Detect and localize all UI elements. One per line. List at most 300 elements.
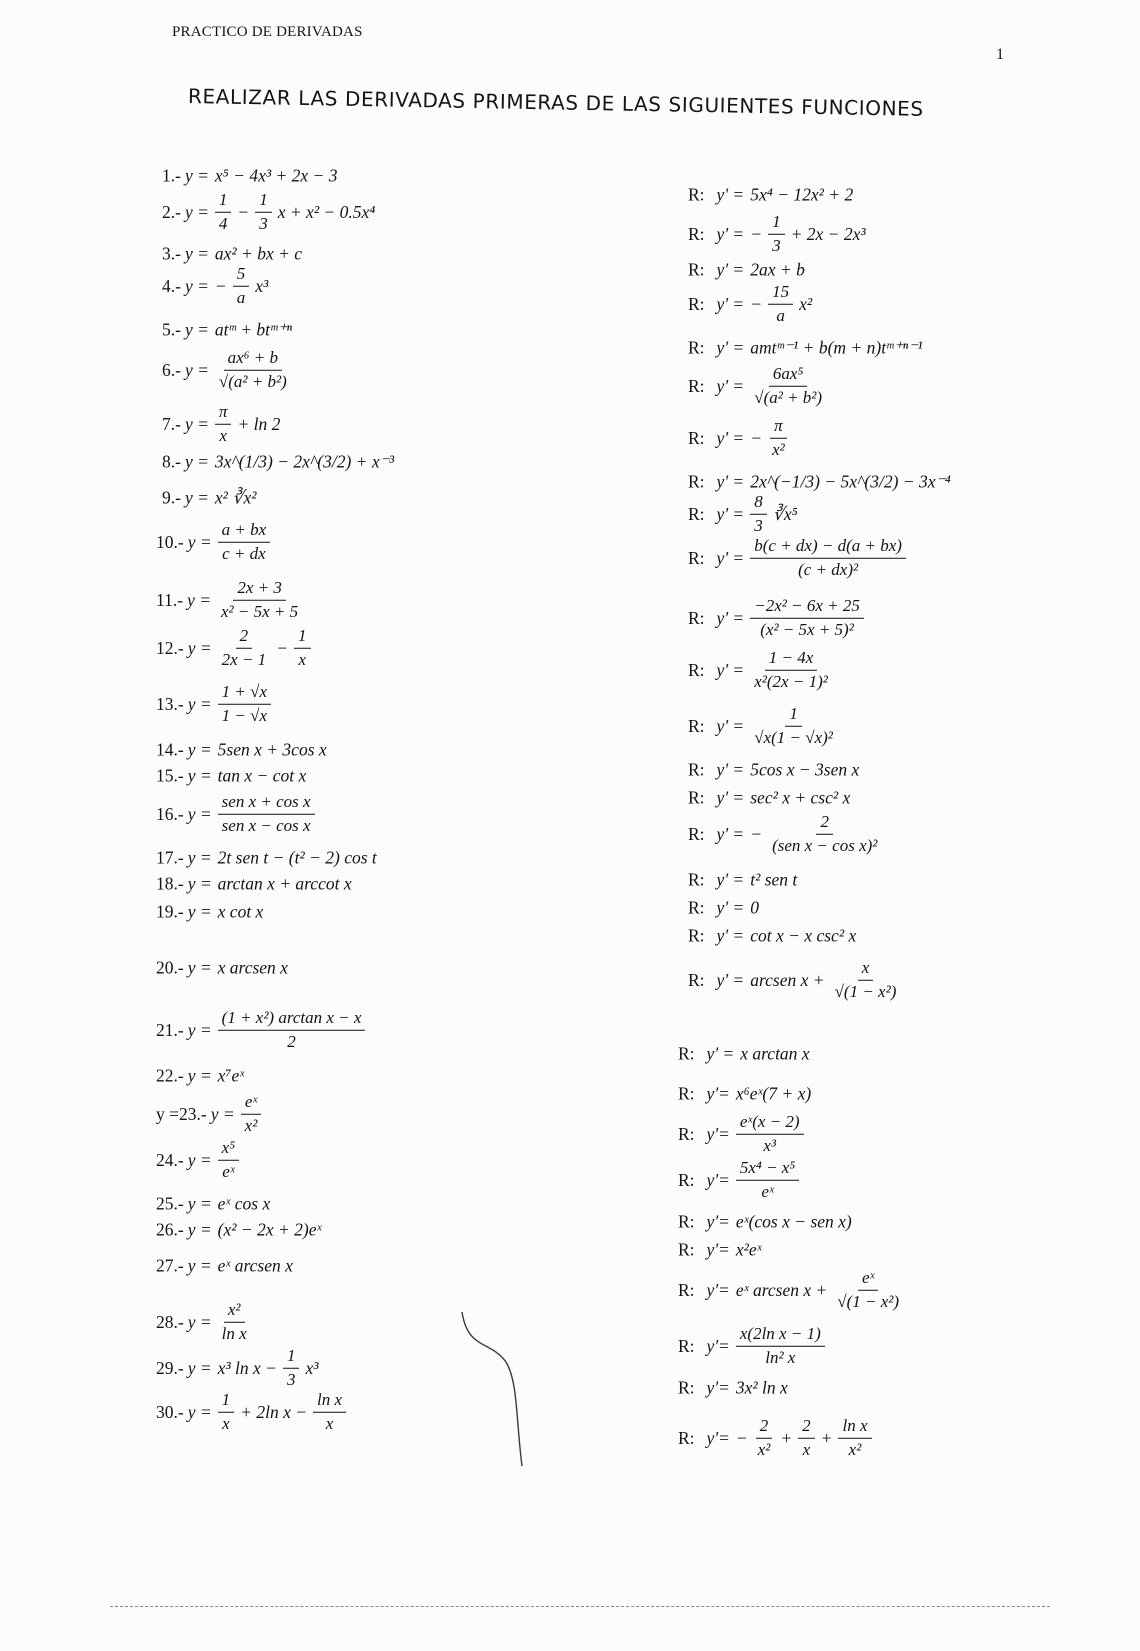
- expr-text: amtᵐ⁻¹ + b(m + n)tᵐ⁺ⁿ⁻¹: [750, 337, 923, 358]
- lhs-text: y' =: [716, 715, 745, 736]
- answer-row: [688, 648, 832, 692]
- exercise-row: [156, 1256, 293, 1277]
- exercise-row: [156, 1066, 244, 1087]
- expr-fraction: [750, 536, 906, 580]
- expr-denominator: x: [222, 1413, 230, 1433]
- expr-fraction: [750, 704, 837, 748]
- expr-fraction: [736, 1112, 804, 1156]
- answer-label: R:: [678, 1279, 695, 1300]
- lhs-text: y =: [187, 589, 212, 610]
- expr-text: 5sen x + 3cos x: [217, 739, 327, 760]
- answer-row: [688, 788, 850, 809]
- operator-text: −: [276, 637, 288, 658]
- expr-denominator: ln x: [221, 1323, 247, 1343]
- expr-numerator: a + bx: [218, 520, 271, 543]
- expr-denominator: √(a² + b²): [754, 387, 823, 407]
- expr-text: tan x − cot x: [217, 765, 307, 786]
- answer-label: R:: [678, 1211, 695, 1232]
- derivative-expression: [707, 1268, 904, 1312]
- lhs-text: y =: [184, 275, 209, 296]
- lhs-text: y' =: [706, 1043, 735, 1064]
- answer-label: R:: [678, 1377, 695, 1398]
- lhs-text: y =: [210, 1103, 235, 1124]
- lhs-text: y'=: [706, 1123, 730, 1144]
- lhs-text: y =: [187, 693, 212, 714]
- answer-row: [688, 416, 789, 460]
- expr-numerator: 6ax⁵: [769, 364, 807, 387]
- answer-label: R:: [688, 471, 705, 492]
- derivative-expression: [717, 492, 798, 536]
- exercise-row: [162, 244, 302, 265]
- answer-row: [678, 1084, 811, 1105]
- function-expression: [188, 848, 377, 869]
- answer-row: [688, 926, 856, 947]
- expr-fraction: [736, 1158, 799, 1202]
- answer-row: [678, 1044, 810, 1065]
- derivative-expression: [707, 1378, 788, 1399]
- answer-row: [678, 1416, 872, 1460]
- answer-row: [688, 704, 837, 748]
- answer-row: [678, 1268, 903, 1312]
- expr-fraction: [215, 402, 232, 446]
- function-expression: [185, 166, 338, 187]
- expr-denominator: a: [776, 305, 785, 325]
- derivative-expression: [707, 1044, 810, 1065]
- expr-denominator: √(a² + b²): [218, 371, 287, 391]
- exercise-number: 12.-: [156, 637, 184, 658]
- function-expression: [188, 1346, 319, 1390]
- lhs-text: y =: [184, 201, 209, 222]
- lhs-text: y =: [187, 1255, 212, 1276]
- lhs-text: y' =: [716, 375, 745, 396]
- expr-denominator: x: [802, 1439, 811, 1459]
- derivative-expression: [707, 1324, 825, 1368]
- exercise-row: [156, 792, 315, 836]
- lhs-text: y =: [187, 1401, 212, 1422]
- expr-numerator: x⁵: [218, 1138, 239, 1161]
- operator-text: +: [780, 1427, 793, 1448]
- expr-text: −: [214, 275, 227, 296]
- expr-denominator: x²: [244, 1115, 258, 1135]
- expr-denominator: c + dx: [222, 543, 266, 563]
- page-bottom-line: [110, 1606, 1050, 1607]
- exercise-row: [156, 1346, 319, 1390]
- exercise-number: 7.-: [162, 413, 181, 434]
- lhs-text: y =: [187, 1149, 212, 1170]
- expr-fraction: [768, 416, 789, 460]
- function-expression: [188, 1194, 271, 1215]
- lhs-text: y' =: [716, 787, 745, 808]
- exercise-row: [156, 682, 271, 726]
- expr-fraction: [215, 348, 291, 392]
- expr-denominator: x²: [757, 1439, 771, 1459]
- exercise-row: [156, 766, 306, 787]
- lhs-text: y =: [184, 487, 209, 508]
- expr-text: eˣ arcsen x +: [735, 1279, 828, 1300]
- expr-numerator: eˣ: [241, 1092, 261, 1115]
- exercise-number: y =23.-: [156, 1103, 207, 1124]
- function-expression: [188, 958, 288, 979]
- lhs-text: y' =: [716, 223, 745, 244]
- exercise-number: 19.-: [156, 901, 184, 922]
- answer-row: [678, 1240, 762, 1261]
- expr-denominator: x: [298, 649, 307, 669]
- expr-denominator: 2x − 1: [221, 649, 267, 669]
- answer-row: [678, 1112, 804, 1156]
- expr-denominator: x²(2x − 1)²: [754, 671, 828, 691]
- expr-fraction: [218, 1138, 239, 1182]
- function-expression: [188, 792, 315, 836]
- expr-fraction: [283, 1346, 300, 1390]
- expr-text: arctan x + arccot x: [217, 873, 352, 894]
- exercise-row: [156, 848, 377, 869]
- expr-numerator: 2: [236, 626, 253, 649]
- answer-label: R:: [688, 259, 705, 280]
- expr-text: 0: [750, 897, 759, 918]
- expr-text: atᵐ + btᵐ⁺ⁿ: [214, 319, 293, 340]
- operator-text: −: [237, 201, 250, 222]
- function-expression: [188, 1300, 251, 1344]
- lhs-text: y =: [187, 1193, 212, 1214]
- expr-denominator: 3: [772, 235, 781, 255]
- derivative-expression: [717, 704, 837, 748]
- derivative-expression: [717, 926, 857, 947]
- exercise-row: [156, 578, 302, 622]
- lhs-text: y'=: [706, 1279, 730, 1300]
- derivative-expression: [717, 760, 860, 781]
- expr-fraction: [218, 1390, 235, 1434]
- function-expression: [185, 488, 257, 509]
- exercise-number: 1.-: [162, 165, 181, 186]
- function-expression: [188, 1008, 366, 1052]
- exercise-number: 27.-: [156, 1255, 184, 1276]
- function-expression: [188, 1390, 346, 1434]
- expr-denominator: eˣ: [222, 1161, 235, 1181]
- lhs-text: y'=: [706, 1083, 730, 1104]
- expr-text: x⁵ − 4x³ + 2x − 3: [214, 165, 338, 186]
- expr-text: ∛x⁵: [772, 503, 798, 524]
- lhs-text: y'=: [706, 1211, 730, 1232]
- derivative-expression: [717, 416, 789, 460]
- expr-numerator: x: [858, 958, 874, 981]
- lhs-text: y' =: [716, 925, 745, 946]
- expr-text: 2x^(−1/3) − 5x^(3/2) − 3x⁻⁴: [750, 471, 951, 492]
- expr-numerator: 2: [756, 1416, 773, 1439]
- expr-fraction: [754, 1416, 775, 1460]
- derivative-expression: [717, 870, 798, 891]
- expr-text: 5x⁴ − 12x² + 2: [750, 184, 854, 205]
- function-expression: [188, 1220, 322, 1241]
- exercise-number: 2.-: [162, 201, 181, 222]
- function-expression: [185, 244, 302, 265]
- exercise-number: 22.-: [156, 1065, 184, 1086]
- exercise-number: 9.-: [162, 487, 181, 508]
- expr-numerator: ln x: [838, 1416, 871, 1439]
- lhs-text: y'=: [706, 1427, 730, 1448]
- exercise-row: [156, 1220, 321, 1241]
- answer-label: R:: [688, 759, 705, 780]
- lhs-text: y' =: [716, 969, 745, 990]
- expr-numerator: 15: [768, 282, 793, 305]
- expr-fraction: [750, 364, 826, 408]
- expr-numerator: eˣ: [858, 1268, 878, 1291]
- expr-text: ax² + bx + c: [214, 243, 303, 264]
- lhs-text: y' =: [716, 607, 745, 628]
- expr-fraction: [241, 1092, 262, 1136]
- expr-text: −: [750, 293, 763, 314]
- lhs-text: y =: [184, 413, 209, 434]
- exercise-row: [162, 348, 291, 392]
- expr-numerator: 1: [255, 190, 272, 213]
- derivative-expression: [717, 212, 866, 256]
- expr-numerator: 1: [785, 704, 802, 727]
- expr-text: + 2x − 2x³: [790, 223, 866, 244]
- expr-text: x⁶eˣ(7 + x): [735, 1083, 812, 1104]
- exercise-row: [156, 520, 270, 564]
- lhs-text: y' =: [716, 503, 745, 524]
- exercise-row: [156, 1138, 239, 1182]
- answer-label: R:: [688, 869, 705, 890]
- lhs-text: y' =: [716, 337, 745, 358]
- expr-fraction: [798, 1416, 815, 1460]
- expr-text: 5cos x − 3sen x: [750, 759, 860, 780]
- lhs-text: y' =: [716, 427, 745, 448]
- function-expression: [188, 1138, 239, 1182]
- lhs-text: y' =: [716, 259, 745, 280]
- derivative-expression: [717, 788, 851, 809]
- exercise-number: 11.-: [156, 589, 184, 610]
- derivative-expression: [707, 1084, 812, 1105]
- lhs-text: y' =: [716, 869, 745, 890]
- answer-label: R:: [688, 925, 705, 946]
- lhs-text: y =: [187, 901, 212, 922]
- exercise-number: 10.-: [156, 531, 184, 552]
- derivative-expression: [707, 1212, 852, 1233]
- expr-numerator: ln x: [313, 1390, 346, 1413]
- expr-fraction: [768, 282, 793, 326]
- answer-row: [678, 1378, 788, 1399]
- expr-fraction: [218, 682, 271, 726]
- lhs-text: y =: [184, 451, 209, 472]
- lhs-text: y =: [187, 1065, 212, 1086]
- expr-numerator: 1: [294, 626, 311, 649]
- answer-label: R:: [678, 1239, 695, 1260]
- expr-denominator: √x(1 − √x)²: [754, 727, 833, 747]
- lhs-text: y' =: [716, 547, 745, 568]
- expr-text: eˣ arcsen x: [217, 1255, 293, 1276]
- lhs-text: y' =: [716, 759, 745, 780]
- expr-text: x³: [305, 1357, 319, 1378]
- exercise-row: [156, 1194, 270, 1215]
- function-expression: [188, 520, 270, 564]
- document-header: PRACTICO DE DERIVADAS: [172, 24, 363, 40]
- lhs-text: y' =: [716, 293, 745, 314]
- expr-denominator: x²: [848, 1439, 862, 1459]
- exercise-row: [156, 958, 288, 979]
- expr-denominator: eˣ: [761, 1181, 774, 1201]
- expr-numerator: b(c + dx) − d(a + bx): [750, 536, 906, 559]
- answer-row: [678, 1324, 825, 1368]
- lhs-text: y'=: [706, 1239, 730, 1260]
- function-expression: [185, 402, 280, 446]
- expr-fraction: [831, 958, 901, 1002]
- function-expression: [185, 348, 291, 392]
- exercise-number: 24.-: [156, 1149, 184, 1170]
- expr-denominator: x²: [772, 439, 785, 459]
- answer-label: R:: [678, 1335, 695, 1356]
- expr-numerator: 2x + 3: [233, 578, 286, 601]
- expr-numerator: ax⁶ + b: [224, 348, 282, 371]
- exercise-number: 25.-: [156, 1193, 184, 1214]
- expr-numerator: 8: [750, 492, 767, 515]
- expr-numerator: π: [770, 416, 787, 439]
- lhs-text: y =: [184, 319, 209, 340]
- function-expression: [188, 902, 264, 923]
- expr-fraction: [218, 626, 271, 670]
- derivative-expression: [717, 596, 864, 640]
- expr-numerator: 1 − 4x: [765, 648, 818, 671]
- exercise-number: 26.-: [156, 1219, 184, 1240]
- function-expression: [188, 1256, 293, 1277]
- expr-text: x² ∛x²: [214, 487, 257, 508]
- expr-text: t² sen t: [750, 869, 798, 890]
- function-expression: [188, 740, 327, 761]
- exercise-row: [156, 1008, 365, 1052]
- answer-label: R:: [678, 1169, 695, 1190]
- expr-text: sec² x + csc² x: [750, 787, 851, 808]
- answer-label: R:: [678, 1043, 695, 1064]
- expr-fraction: [294, 626, 311, 670]
- page-number: 1: [996, 46, 1004, 63]
- lhs-text: y =: [187, 1219, 212, 1240]
- expr-text: eˣ(cos x − sen x): [735, 1211, 852, 1232]
- function-expression: [185, 452, 394, 473]
- expr-text: x cot x: [217, 901, 264, 922]
- expr-text: + ln 2: [237, 413, 281, 434]
- exercise-number: 3.-: [162, 243, 181, 264]
- function-expression: [188, 766, 307, 787]
- exercise-number: 15.-: [156, 765, 184, 786]
- lhs-text: y =: [184, 243, 209, 264]
- lhs-text: y =: [187, 739, 212, 760]
- lhs-text: y =: [187, 1357, 212, 1378]
- exercise-number: 21.-: [156, 1019, 184, 1040]
- derivative-expression: [717, 185, 854, 206]
- exercise-number: 18.-: [156, 873, 184, 894]
- pen-mark: [460, 1310, 540, 1470]
- derivative-expression: [717, 812, 882, 856]
- expr-numerator: 1: [215, 190, 232, 213]
- expr-numerator: 2: [816, 812, 833, 835]
- lhs-text: y =: [184, 165, 209, 186]
- exercise-row: [162, 320, 292, 341]
- expr-fraction: [218, 520, 271, 564]
- answer-row: [688, 185, 853, 206]
- expr-text: 2ax + b: [750, 259, 805, 280]
- exercise-row: [162, 166, 337, 187]
- function-expression: [188, 682, 271, 726]
- expr-numerator: 5: [233, 264, 250, 287]
- expr-fraction: [313, 1390, 346, 1434]
- answer-row: [688, 870, 797, 891]
- derivative-expression: [707, 1112, 804, 1156]
- function-expression: [188, 626, 311, 670]
- expr-text: x arctan x: [740, 1043, 810, 1064]
- derivative-expression: [717, 364, 827, 408]
- expr-denominator: x³: [763, 1135, 777, 1155]
- expr-denominator: 3: [286, 1369, 296, 1389]
- derivative-expression: [717, 260, 805, 281]
- lhs-text: y =: [187, 765, 212, 786]
- answer-label: R:: [688, 293, 705, 314]
- derivative-expression: [717, 898, 759, 919]
- expr-denominator: ln² x: [765, 1347, 796, 1367]
- operator-text: + 2ln x −: [240, 1401, 308, 1422]
- answer-row: [688, 536, 906, 580]
- exercise-number: 17.-: [156, 847, 184, 868]
- expr-denominator: a: [236, 287, 246, 307]
- expr-denominator: (sen x − cos x)²: [772, 835, 878, 855]
- answer-label: R:: [678, 1083, 695, 1104]
- exercise-number: 4.-: [162, 275, 181, 296]
- expr-fraction: [215, 190, 232, 234]
- expr-fraction: [768, 212, 785, 256]
- expr-fraction: [218, 1008, 366, 1052]
- expr-fraction: [255, 190, 272, 234]
- derivative-expression: [707, 1416, 872, 1460]
- answer-label: R:: [688, 787, 705, 808]
- expr-numerator: x(2ln x − 1): [736, 1324, 825, 1347]
- expr-denominator: x: [325, 1413, 334, 1433]
- expr-fraction: [218, 792, 315, 836]
- answer-row: [678, 1158, 799, 1202]
- function-expression: [185, 264, 268, 308]
- expr-fraction: [736, 1324, 825, 1368]
- answer-row: [678, 1212, 852, 1233]
- answer-row: [688, 596, 864, 640]
- expr-denominator: √(1 − x²): [837, 1291, 900, 1311]
- function-expression: [188, 1066, 245, 1087]
- lhs-text: y' =: [716, 897, 745, 918]
- lhs-text: y =: [187, 637, 212, 658]
- derivative-expression: [707, 1240, 762, 1261]
- expr-text: −: [750, 823, 763, 844]
- expr-numerator: 5x⁴ − x⁵: [736, 1158, 799, 1181]
- derivative-expression: [717, 648, 832, 692]
- expr-numerator: x²: [224, 1300, 245, 1323]
- expr-text: x²eˣ: [735, 1239, 762, 1260]
- expr-numerator: π: [215, 402, 232, 425]
- expr-fraction: [833, 1268, 903, 1312]
- derivative-expression: [707, 1158, 800, 1202]
- exercise-row: [156, 874, 352, 895]
- expr-fraction: [750, 648, 832, 692]
- expr-fraction: [838, 1416, 871, 1460]
- exercise-row: [162, 452, 394, 473]
- exercise-row: [156, 626, 311, 670]
- answer-label: R:: [688, 184, 705, 205]
- expr-text: x + x² − 0.5x⁴: [277, 201, 376, 222]
- exercise-number: 29.-: [156, 1357, 184, 1378]
- lhs-text: y =: [187, 957, 212, 978]
- expr-numerator: 2: [798, 1416, 815, 1439]
- lhs-text: y =: [187, 1019, 212, 1040]
- function-expression: [185, 190, 375, 234]
- expr-text: x⁷eˣ: [217, 1065, 245, 1086]
- exercise-number: 13.-: [156, 693, 184, 714]
- page-title: REALIZAR LAS DERIVADAS PRIMERAS DE LAS SIGUIENTES FUNCIONES: [187, 84, 924, 121]
- exercise-number: 28.-: [156, 1311, 184, 1332]
